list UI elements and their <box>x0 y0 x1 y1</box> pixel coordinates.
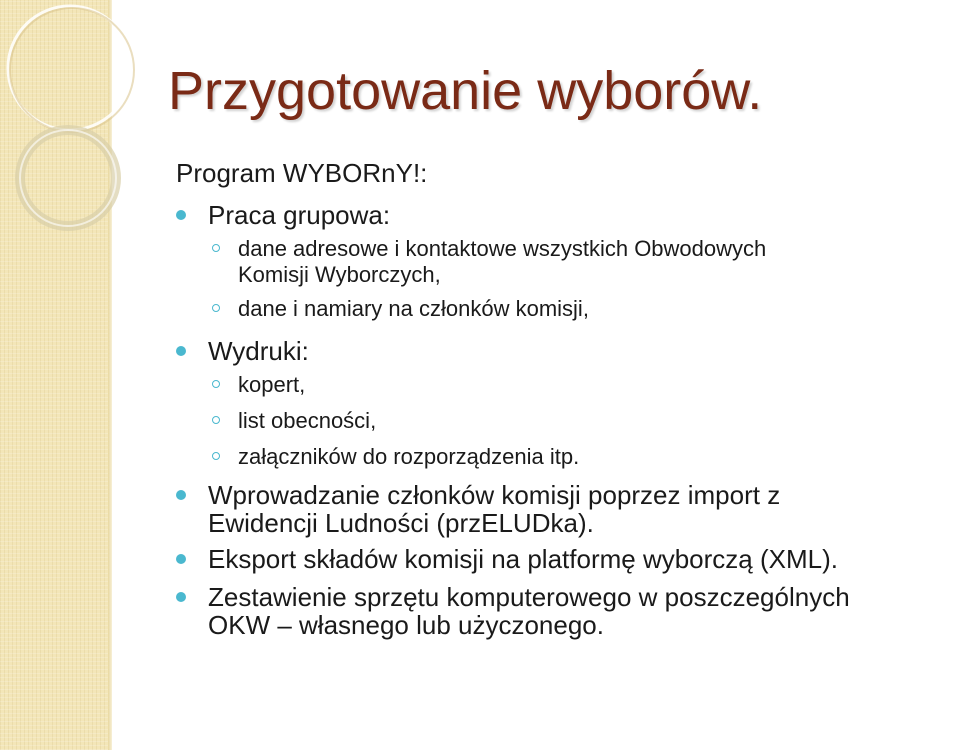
bullet-zestawienie-cont: OKW – własnego lub użyczonego. <box>208 610 604 640</box>
bullet-icon <box>176 210 186 220</box>
bullet-icon <box>176 554 186 564</box>
bullet-icon <box>176 490 186 500</box>
sub-bullet-icon <box>212 416 220 424</box>
bullet-wprowadzanie: Wprowadzanie członków komisji poprzez import z <box>208 480 781 510</box>
bullet-eksport: Eksport składów komisji na platformę wyborczą (XML). <box>208 544 838 574</box>
bullet-wydruki: Wydruki: <box>208 336 309 366</box>
bullet-praca-grupowa: Praca grupowa: <box>208 200 391 230</box>
sub-item-adresowe: dane adresowe i kontaktowe wszystkich Obwodowych <box>238 236 767 261</box>
sub-item-adresowe-cont: Komisji Wyborczych, <box>238 262 441 287</box>
sub-item-zalacznikow: załączników do rozporządzenia itp. <box>238 444 580 469</box>
intro-text: Program WYBORnY!: <box>176 158 428 188</box>
bullet-icon <box>176 592 186 602</box>
sub-item-namiary: dane i namiary na członków komisji, <box>238 296 589 321</box>
bullet-zestawienie: Zestawienie sprzętu komputerowego w poszczególnych <box>208 582 850 612</box>
slide-title: Przygotowanie wyborów. <box>168 61 763 121</box>
sub-bullet-icon <box>212 380 220 388</box>
sub-bullet-icon <box>212 304 220 312</box>
sub-bullet-icon <box>212 452 220 460</box>
bullet-wprowadzanie-cont: Ewidencji Ludności (przELUDka). <box>208 508 594 538</box>
bullet-icon <box>176 346 186 356</box>
sub-bullet-icon <box>212 244 220 252</box>
sub-item-kopert: kopert, <box>238 372 306 397</box>
sub-item-list-obecnosci: list obecności, <box>238 408 377 433</box>
